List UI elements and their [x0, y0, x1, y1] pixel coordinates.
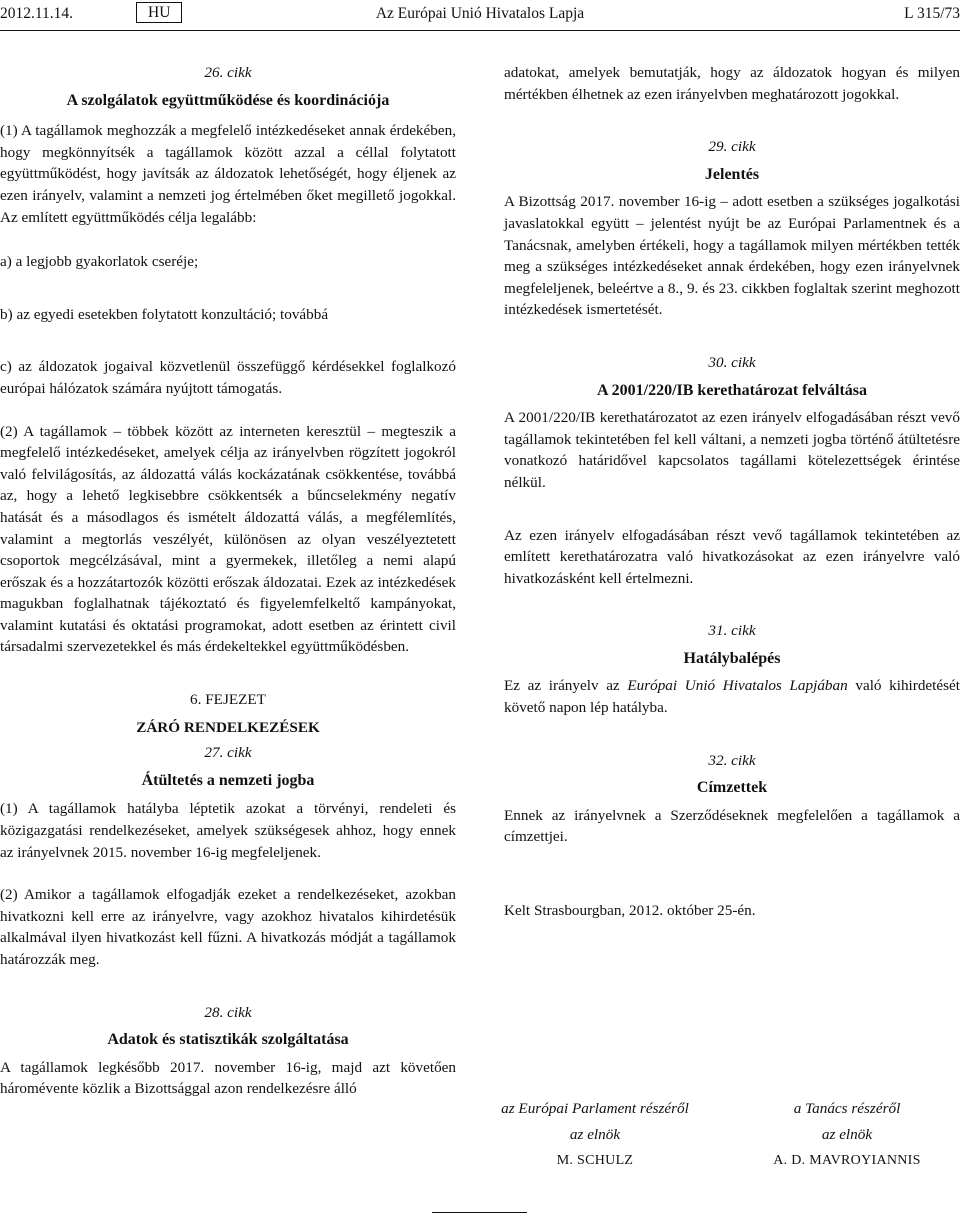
article-26-paragraph-2: (2) A tagállamok – többek között az interneten keresztül – megteszik a megfelelő intézkedéseket, amelyek célja az irányelvben rögzített jogokról való felvilágosítás, az áldozattá válás kockázatának csökkentése, továbbá az, hogy a lehető legkisebbre csökkentsék a bűncselekmény negatív hatását és a másodlagos és ismételt áldozattá válás, a megfélemlítés, valamint a megtorlás veszélyét, különösen az olyan veszélyeztetett csoportok megcélzásával, mint a gyermekek, illetőleg a nemi alapú erőszak és a hozzátartozók közötti erőszak áldozatai. Ezek az intézkedések magukban foglalhatnak tájékoztató és figyelemfelkeltő kampányokat, valamint kutatási és oktatási programokat, adott esetben az érintett civil társadalmi szervezetekkel és más érdekeltekkel együttműködésben.	[0, 422, 456, 656]
signature-role: az elnök	[821, 1126, 873, 1143]
page-reference: L 315/73	[904, 5, 960, 22]
article-31-paragraph	[504, 675, 960, 718]
chapter-title: ZÁRÓ RENDELKEZÉSEK	[136, 718, 320, 736]
article-31-title: Hatálybalépés	[683, 649, 781, 667]
signature-parliament	[480, 1096, 710, 1174]
signature-council	[732, 1096, 960, 1174]
article-28-continuation: adatokat, amelyek bemutatják, hogy az áldozatok hogyan és milyen mértékben élhetnek az ezen irányelvben meghatározott jogokkal.	[504, 64, 960, 103]
article-27-number: 27. cikk	[204, 744, 252, 762]
publication-date: 2012.11.14.	[0, 5, 74, 22]
article-31-number: 31. cikk	[708, 622, 756, 640]
signature-role: az elnök	[569, 1126, 621, 1143]
article-27-paragraph-1: (1) A tagállamok hatályba léptetik azokat a törvényi, rendeleti és közigazgatási rendelkezéseket, amelyek szükségesek ahhoz, hogy ennek az irányelvnek 2015. november 16-ig megfeleljenek.	[0, 800, 456, 861]
article-28-title: Adatok és statisztikák szolgáltatása	[107, 1031, 349, 1049]
article-29-paragraph: A Bizottság 2017. november 16-ig – adott esetben a szükséges jogalkotási javaslatokkal együtt – jelentést nyújt be az Európai Parlamentnek és a Tanácsnak, amelyben értékeli, hogy a tagállamok milyen mértékben tették meg a szükséges intézkedéseket annak érdekében, hogy ezen irányelvnek megfeleljenek, beleértve a 8., 9. és 23. cikkben foglaltak szerint meghozott intézkedések ismertetését.	[504, 193, 960, 319]
article-32-title: Címzettek	[696, 779, 768, 797]
footer-rule	[432, 1212, 527, 1213]
article-28-paragraph-1: A tagállamok legkésőbb 2017. november 16-ig, majd azt követően háromévente közlik a Bizottsággal azon rendelkezésre álló	[0, 1058, 456, 1098]
article-26-title: A szolgálatok együttműködése és koordinációja	[66, 91, 390, 109]
article-26-item-c: c) az áldozatok jogaival közvetlenül összefüggő kérdésekkel foglalkozó európai hálózatok számára nyújtott támogatás.	[0, 358, 456, 397]
left-column	[0, 62, 456, 1100]
article-31-text-start: Ez az irányelv az	[504, 677, 628, 695]
article-30-paragraph-1: A 2001/220/IB kerethatározatot az ezen irányelv elfogadásában részt vevő tagállamok tekintetében fel kell váltani, a nemzeti jogba történő átültetésre vonatkozó határidővel kapcsolatos tagállami kötelezettségek érintése nélkül.	[504, 409, 960, 491]
signature-name: A. D. MAVROYIANNIS	[773, 1153, 921, 1168]
article-32-paragraph: Ennek az irányelvnek a Szerződéseknek megfelelően a tagállamok a címzettjei.	[504, 806, 960, 846]
journal-title: Az Európai Unió Hivatalos Lapja	[375, 5, 585, 22]
article-30-title: A 2001/220/IB kerethatározat felváltása	[596, 381, 868, 399]
article-31-text-end: való kihirdetését követő napon lép hatályba.	[504, 677, 960, 717]
article-26-item-b: b) az egyedi esetekben folytatott konzultáció; továbbá	[0, 305, 329, 323]
header-rule	[0, 30, 960, 31]
page-header	[0, 0, 960, 30]
article-28-number: 28. cikk	[204, 1003, 252, 1021]
right-column	[504, 62, 960, 922]
done-at: Kelt Strasbourgban, 2012. október 25-én.	[504, 902, 756, 920]
chapter-number: 6. FEJEZET	[190, 691, 266, 709]
journal-reference: Európai Unió Hivatalos Lapjában	[627, 677, 848, 695]
article-32-number: 32. cikk	[708, 751, 756, 769]
article-27-title: Átültetés a nemzeti jogba	[141, 771, 315, 789]
language-badge: HU	[136, 2, 182, 23]
article-26-number: 26. cikk	[204, 64, 252, 81]
article-26-item-a: a) a legjobb gyakorlatok cseréje;	[0, 253, 199, 271]
article-29-number: 29. cikk	[708, 138, 756, 156]
article-29-title: Jelentés	[704, 165, 760, 183]
signature-body: az Európai Parlament részéről	[501, 1100, 689, 1117]
article-26-paragraph-1: (1) A tagállamok meghozzák a megfelelő intézkedéseket annak érdekében, hogy megkönnyítsék a tagállamok között azzal a céllal folytatott együttműködést, hogy javítsák az áldozatok lehetőségét, hogy éljenek az ezen irányelv, valamint a nemzeti jog értelmében őket megillető jogokkal. Az említett együttműködés célja legalább:	[0, 122, 456, 226]
signature-body: a Tanács részéről	[793, 1100, 901, 1117]
article-30-paragraph-2: Az ezen irányelv elfogadásában részt vevő tagállamok tekintetében az említett kerethatározatra való hivatkozásokat az ezen irányelvre való hivatkozásként kell értelmezni.	[504, 526, 960, 587]
article-27-paragraph-2: (2) Amikor a tagállamok elfogadják ezeket a rendelkezéseket, azokban hivatkozni kell erre az irányelvre, vagy azokhoz hivatalos kihirdetésük alkalmával ilyen hivatkozást kell fűzni. A hivatkozás módját a tagállamok határozzák meg.	[0, 886, 456, 968]
signature-name: M. SCHULZ	[556, 1153, 634, 1168]
article-30-number: 30. cikk	[708, 353, 756, 371]
